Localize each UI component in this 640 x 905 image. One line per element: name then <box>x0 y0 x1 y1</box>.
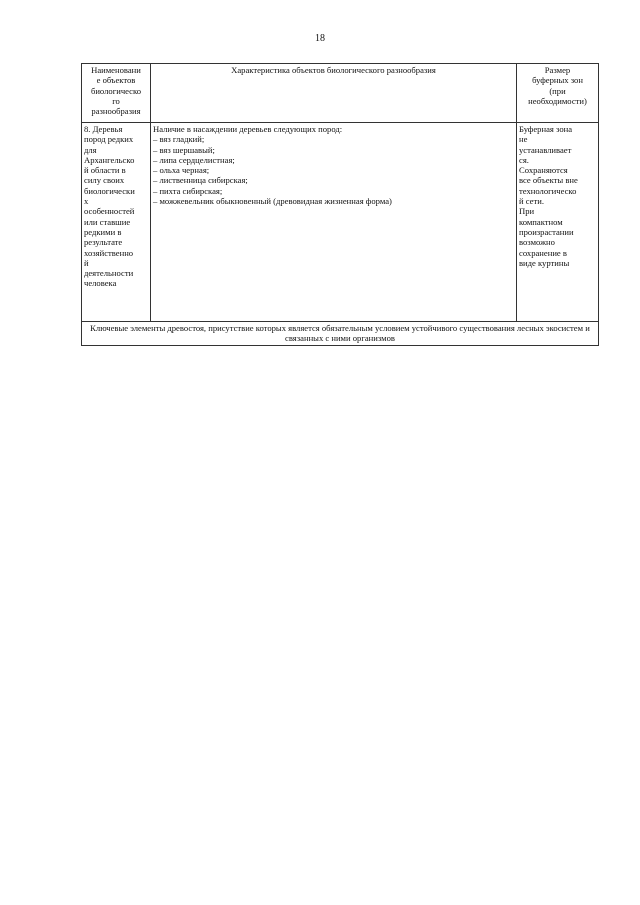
header-characteristics: Характеристика объектов биологического разнообразия <box>151 64 517 123</box>
list-item: – лиственница сибирская; <box>153 175 248 186</box>
list-item: – вяз шершавый; <box>153 144 215 155</box>
list-item: – пихта сибирская; <box>153 185 223 196</box>
table-footer-row <box>82 322 599 346</box>
buffer-zone-cell: Буферная зона не устанавливает ся. Сохраняются все объекты вне технологическо й сети. При компактном произрастании возможно сохранение в виде куртины <box>517 123 599 322</box>
biodiversity-table <box>81 63 599 346</box>
species-intro: Наличие в насаждении деревьев следующих пород: <box>153 124 343 134</box>
table-row <box>82 123 599 322</box>
list-item: – липа сердцелистная; <box>153 154 235 165</box>
object-name-cell: 8. Деревья пород редких для Архангельско й области в силу своих биологически х особенностей или ставшие редкими в результате хозяйственно й деятельности человека <box>82 123 151 322</box>
list-item: – ольха черная; <box>153 165 210 176</box>
list-item: – можжевельник обыкновенный (древовидная жизненная форма) <box>153 196 392 207</box>
header-object-name: Наименовани е объектов биологическо го разнообразия <box>82 64 151 123</box>
header-buffer-zone: Размер буферных зон (при необходимости) <box>517 64 599 123</box>
characteristics-cell <box>151 123 517 322</box>
species-list <box>153 134 514 206</box>
key-elements-note: Ключевые элементы древостоя, присутствие которых является обязательным условием устойчивого существования лесных экосистем и связанных с ними организмов <box>82 322 599 346</box>
table-header-row <box>82 64 599 123</box>
list-item: – вяз гладкий; <box>153 134 205 145</box>
page-number: 18 <box>315 33 325 44</box>
